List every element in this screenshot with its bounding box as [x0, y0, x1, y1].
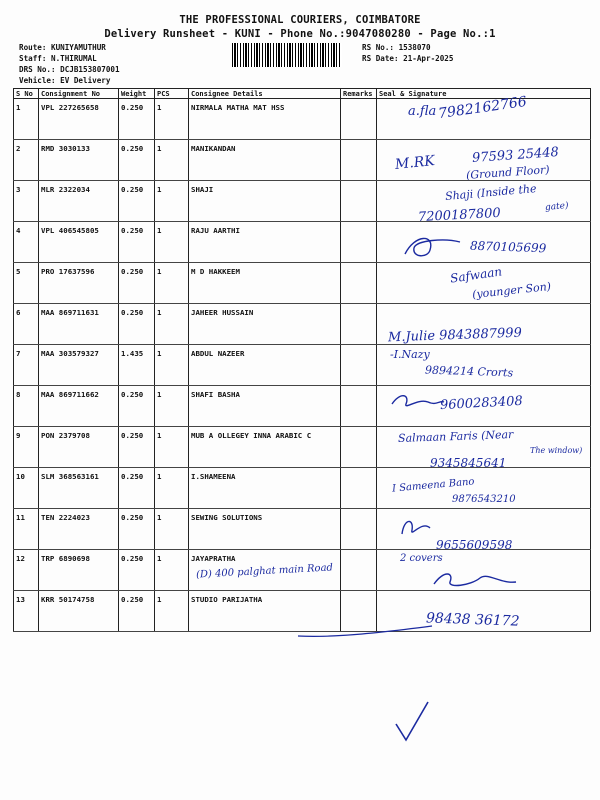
table-row	[14, 345, 591, 386]
hw-row10-phone: 9876543210	[452, 494, 516, 505]
cell-remarks	[341, 345, 377, 386]
hw-row2-sign: M.RK	[394, 152, 436, 174]
cell-sno: 11	[16, 513, 25, 522]
cell-pcs: 1	[157, 349, 162, 358]
cell-sno: 5	[16, 267, 21, 276]
hw-row5-note: (younger Son)	[471, 279, 552, 302]
col-header-remarks: Remarks	[341, 89, 377, 99]
cell-consignee: M D HAKKEEM	[191, 267, 240, 276]
hw-row6-phone: M.Julie 9843887999	[387, 325, 523, 346]
col-header-weight: Weight	[119, 89, 155, 99]
cell-remarks	[341, 304, 377, 345]
cell-consignee: SEWING SOLUTIONS	[191, 513, 263, 522]
cell-sno: 13	[16, 595, 25, 604]
hw-row12-signature-icon	[430, 566, 520, 590]
cell-remarks	[341, 263, 377, 304]
barcode-image	[232, 43, 342, 67]
hw-stroke-line-icon	[296, 620, 436, 640]
hw-row7-sign: -I.Nazy	[390, 348, 430, 361]
hw-row13-phone: 98438 36172	[425, 610, 520, 630]
col-header-sno: S No	[14, 89, 39, 99]
cell-remarks	[341, 386, 377, 427]
cell-weight: 0.250	[121, 472, 144, 481]
cell-sno: 10	[16, 472, 25, 481]
route-label: Route: KUNIYAMUTHUR	[19, 43, 106, 52]
hw-row2-note: (Ground Floor)	[465, 163, 550, 182]
cell-consignee: SHAFI BASHA	[191, 390, 240, 399]
cell-consignee: NIRMALA MATHA MAT HSS	[191, 103, 285, 112]
cell-consignment: MAA 303579327	[41, 349, 99, 358]
hw-row1-phone: 7982162766	[437, 93, 528, 123]
cell-consignee: RAJU AARTHI	[191, 226, 240, 235]
hw-row9-name: Salmaan Faris (Near	[397, 427, 514, 446]
hw-row8-phone: 9600283408	[439, 393, 524, 414]
hw-row5-name: Safwaan	[449, 264, 503, 286]
cell-sno: 8	[16, 390, 21, 399]
vehicle-label: Vehicle: EV Delivery	[19, 76, 111, 85]
cell-consignment: VPL 406545805	[41, 226, 99, 235]
cell-remarks	[341, 99, 377, 140]
cell-weight: 0.250	[121, 595, 144, 604]
hw-row10-name: I Sameena Bano	[391, 476, 475, 495]
col-header-consignment: Consignment No	[39, 89, 119, 99]
hw-row1-sign: a.fla	[408, 104, 437, 119]
meta-left	[19, 42, 120, 86]
rs-no-label: RS No.: 1538070	[362, 43, 431, 52]
cell-weight: 1.435	[121, 349, 144, 358]
cell-weight: 0.250	[121, 185, 144, 194]
hw-row9-note: The window)	[530, 446, 583, 455]
hw-row7-phone: 9894214 Crorts	[424, 363, 514, 380]
cell-consignment: MLR 2322034	[41, 185, 90, 194]
cell-consignee: JAYAPRATHA	[191, 554, 236, 563]
cell-sno: 3	[16, 185, 21, 194]
cell-consignment: PRO 17637596	[41, 267, 95, 276]
cell-consignment: TEN 2224023	[41, 513, 90, 522]
cell-remarks	[341, 468, 377, 509]
col-header-consignee: Consignee Details	[189, 89, 341, 99]
hw-row3-phone: 7200187800	[417, 205, 502, 226]
cell-remarks	[341, 222, 377, 263]
col-header-seal-signature: Seal & Signature	[377, 89, 591, 99]
meta-right	[362, 42, 453, 64]
cell-weight: 0.250	[121, 103, 144, 112]
hw-row11-signature-icon	[396, 514, 436, 540]
cell-sno: 9	[16, 431, 21, 440]
cell-remarks	[341, 509, 377, 550]
cell-pcs: 1	[157, 226, 162, 235]
hw-row9-phone: 9345845641	[430, 456, 507, 470]
col-header-pcs: PCS	[155, 89, 189, 99]
cell-sno: 7	[16, 349, 21, 358]
cell-remarks	[341, 427, 377, 468]
cell-pcs: 1	[157, 267, 162, 276]
cell-remarks	[341, 550, 377, 591]
cell-pcs: 1	[157, 185, 162, 194]
cell-consignment: RMD 3030133	[41, 144, 90, 153]
hw-row11-phone: 9655609598	[436, 538, 513, 552]
cell-pcs: 1	[157, 431, 162, 440]
cell-consignment: KRR 50174758	[41, 595, 95, 604]
cell-consignment: VPL 227265658	[41, 103, 99, 112]
hw-row4-phone: 8870105699	[469, 238, 547, 256]
hw-row12-address: (D) 400 palghat main Road	[195, 562, 334, 581]
rs-date-label: RS Date: 21-Apr-2025	[362, 54, 454, 63]
cell-sno: 2	[16, 144, 21, 153]
cell-remarks	[341, 140, 377, 181]
cell-consignee: MUB A OLLEGEY INNA ARABIC C	[191, 431, 312, 440]
cell-weight: 0.250	[121, 431, 144, 440]
cell-pcs: 1	[157, 513, 162, 522]
cell-pcs: 1	[157, 390, 162, 399]
cell-weight: 0.250	[121, 513, 144, 522]
cell-consignment: TRP 6890698	[41, 554, 90, 563]
cell-pcs: 1	[157, 144, 162, 153]
cell-sno: 12	[16, 554, 25, 563]
runsheet-title: Delivery Runsheet - KUNI - Phone No.:9047080280 - Page No.:1	[104, 28, 496, 40]
cell-pcs: 1	[157, 308, 162, 317]
cell-consignment: PON 2379708	[41, 431, 90, 440]
cell-pcs: 1	[157, 595, 162, 604]
cell-sno: 1	[16, 103, 21, 112]
cell-weight: 0.250	[121, 226, 144, 235]
cell-sno: 6	[16, 308, 21, 317]
cell-consignee: MANIKANDAN	[191, 144, 236, 153]
hw-row2-phone: 97593 25448	[471, 144, 560, 167]
cell-consignment: MAA 869711662	[41, 390, 99, 399]
staff-label: Staff: N.THIRUMAL	[19, 54, 97, 63]
checkmark-icon	[392, 698, 432, 744]
cell-weight: 0.250	[121, 554, 144, 563]
hw-row3-note: Shaji (Inside the	[444, 182, 537, 203]
cell-remarks	[341, 181, 377, 222]
cell-pcs: 1	[157, 554, 162, 563]
cell-consignee: ABDUL NAZEER	[191, 349, 245, 358]
cell-pcs: 1	[157, 472, 162, 481]
drs-label: DRS No.: DCJB153807001	[19, 65, 120, 74]
cell-consignee: JAHEER HUSSAIN	[191, 308, 254, 317]
cell-consignee: STUDIO PARIJATHA	[191, 595, 263, 604]
hw-row3-note2: gate)	[544, 200, 569, 214]
cell-pcs: 1	[157, 103, 162, 112]
cell-consignment: SLM 368563161	[41, 472, 99, 481]
cell-weight: 0.250	[121, 267, 144, 276]
company-title: THE PROFESSIONAL COURIERS, COIMBATORE	[179, 14, 421, 26]
cell-weight: 0.250	[121, 308, 144, 317]
cell-weight: 0.250	[121, 144, 144, 153]
cell-sno: 4	[16, 226, 21, 235]
cell-consignment: MAA 869711631	[41, 308, 99, 317]
hw-row12-covers: 2 covers	[400, 553, 443, 564]
cell-consignee: I.SHAMEENA	[191, 472, 236, 481]
cell-consignee: SHAJI	[191, 185, 214, 194]
hw-row4-signature-icon	[400, 232, 470, 262]
cell-weight: 0.250	[121, 390, 144, 399]
